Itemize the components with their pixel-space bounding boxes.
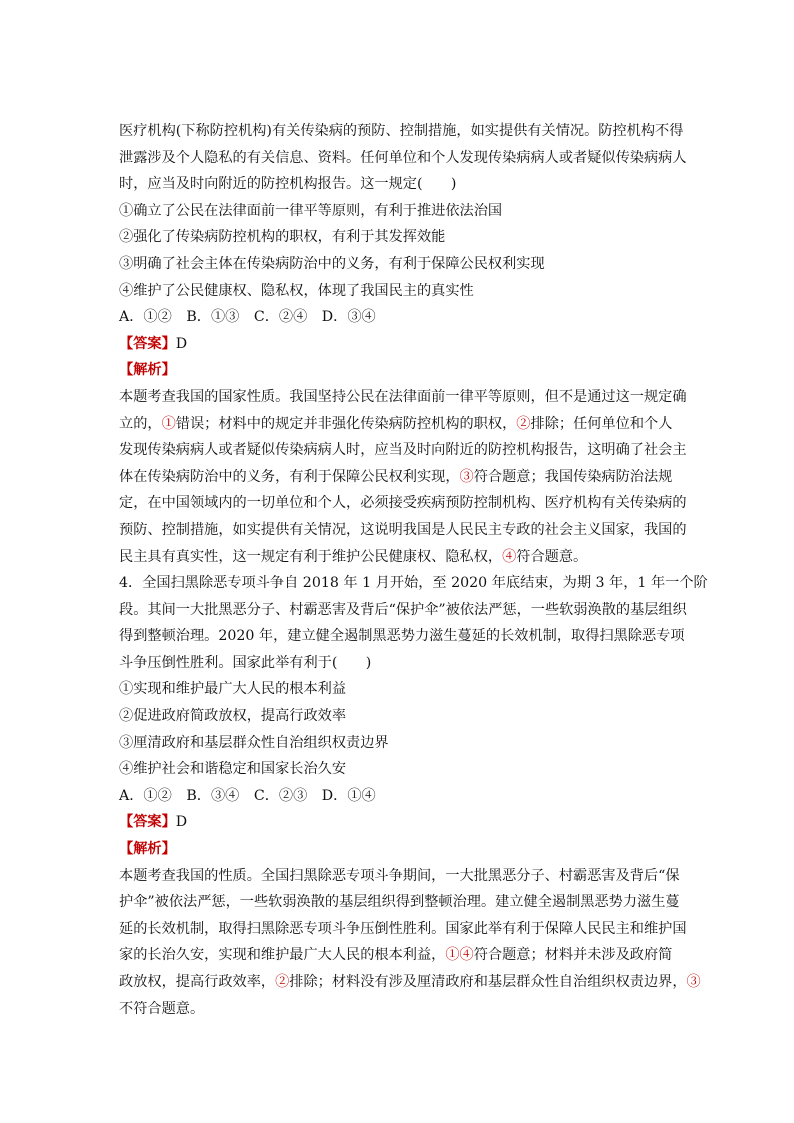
analysis-text: 符合题意；材料并未涉及政府简 <box>473 947 673 964</box>
analysis-line <box>119 490 703 517</box>
analysis-text: 延的长效机制，取得扫黑除恶专项斗争压倒性胜利。国家此举有利于保障人民民主和维护国 <box>119 920 687 937</box>
analysis-line <box>119 889 703 916</box>
q3-statements <box>119 198 703 304</box>
option-ref: ④ <box>502 548 517 565</box>
text-line: 得到整顿治理。2020 年，建立健全遏制黑恶势力滋生蔓延的长效机制，取得扫黑除恶专项 <box>119 628 685 645</box>
statement-item: ①实现和维护最广大人民的根本利益 <box>119 681 347 698</box>
q4-stem <box>119 570 708 676</box>
document-page <box>119 118 708 1022</box>
analysis-text: 政放权，提高行政效率， <box>119 974 276 990</box>
analysis-line <box>119 384 703 411</box>
text-line: 医疗机构(下称防控机构)有关传染病的预防、控制措施，如实提供有关情况。防控机构不得 <box>119 123 684 139</box>
q4-analysis <box>119 863 703 1023</box>
analysis-text: 符合题意；我国传染病防治法规 <box>473 468 673 485</box>
analysis-line <box>119 996 703 1023</box>
analysis-line <box>119 544 703 571</box>
option-d: D．③④ <box>321 309 376 326</box>
q4-options <box>119 783 703 810</box>
text-line: 段。其间一大批黑恶分子、村霸恶害及背后“保护伞”被依法严惩，一些软弱涣散的基层组织 <box>119 601 687 618</box>
analysis-text: 发现传染病病人或者疑似传染病病人时，应当及时向附近的防控机构报告，这明确了社会主 <box>119 442 687 459</box>
analysis-line <box>119 464 703 491</box>
option-ref: ① <box>161 415 176 432</box>
option-c: C．②③ <box>253 787 308 804</box>
analysis-text: 不符合题意。 <box>119 1000 205 1017</box>
option-a: A．①② <box>119 309 172 326</box>
option-ref: ③ <box>459 468 474 485</box>
analysis-text: 错误；材料中的规定并非强化传染病防控机构的职权， <box>175 415 517 432</box>
option-a: A．①② <box>119 787 172 804</box>
statement-item: ②促进政府简政放权，提高行政效率 <box>119 708 347 725</box>
analysis-line <box>119 437 703 464</box>
analysis-text: 预防、控制措施，如实提供有关情况，这说明我国是人民民主专政的社会主义国家，我国的 <box>119 521 687 538</box>
analysis-line <box>119 916 703 943</box>
answer-value: D <box>175 814 188 831</box>
analysis-text: 本题考查我国的国家性质。我国坚持公民在法律面前一律平等原则，但不是通过这一规定确 <box>119 388 687 405</box>
answer-label: 【答案】 <box>119 335 176 352</box>
text-line: 4．全国扫黑除恶专项斗争自 2018 年 1 月开始，至 2020 年底结束，为期 3 年，1 年一个阶 <box>119 575 708 592</box>
analysis-text: 排除；材料没有涉及厘清政府和基层群众性自治组织权责边界， <box>289 974 687 990</box>
statement-item: ④维护社会和谐稳定和国家长治久安 <box>119 761 347 778</box>
statement-item: ①确立了公民在法律面前一律平等原则，有利于推进依法治国 <box>119 202 503 219</box>
q4-statements <box>119 676 703 782</box>
option-ref: ② <box>516 415 531 432</box>
answer-label: 【答案】 <box>119 814 176 831</box>
text-line: 时，应当及时向附近的防控机构报告。这一规定( ) <box>119 176 457 193</box>
analysis-text: 护伞”被依法严惩，一些软弱涣散的基层组织得到整顿治理。建立健全遏制黑恶势力滋生蔓 <box>119 894 680 911</box>
option-ref: ①④ <box>445 947 474 964</box>
analysis-line <box>119 411 703 438</box>
analysis-line <box>119 863 703 890</box>
analysis-text: 民主具有真实性，这一规定有利于维护公民健康权、隐私权， <box>119 548 503 565</box>
analysis-line <box>119 517 703 544</box>
analysis-text: 家的长治久安，实现和维护最广大人民的根本利益， <box>119 947 446 964</box>
option-ref: ② <box>275 974 290 990</box>
option-d: D．①④ <box>321 787 376 804</box>
analysis-label: 【解析】 <box>119 841 176 858</box>
statement-item: ③明确了社会主体在传染病防治中的义务，有利于保障公民权利实现 <box>119 255 545 272</box>
option-b: B．①③ <box>186 309 240 326</box>
statement-item: ②强化了传染病防控机构的职权，有利于其发挥效能 <box>119 229 446 246</box>
q3-stem <box>119 118 703 198</box>
analysis-line <box>119 969 703 996</box>
option-b: B．③④ <box>186 787 240 804</box>
q3-answer <box>119 331 703 358</box>
q3-analysis <box>119 384 703 570</box>
q4-analysis-heading <box>119 836 703 863</box>
q3-analysis-heading <box>119 357 703 384</box>
option-c: C．②④ <box>253 309 308 326</box>
analysis-line <box>119 942 703 969</box>
statement-item: ④维护了公民健康权、隐私权，体现了我国民主的真实性 <box>119 282 474 299</box>
q3-options <box>119 304 703 331</box>
q4-answer <box>119 809 703 836</box>
answer-value: D <box>175 335 188 352</box>
analysis-text: 立的， <box>119 415 162 432</box>
text-line: 泄露涉及个人隐私的有关信息、资料。任何单位和个人发现传染病病人或者疑似传染病病人 <box>119 149 687 166</box>
statement-item: ③厘清政府和基层群众性自治组织权责边界 <box>119 734 389 751</box>
option-ref: ③ <box>686 974 701 990</box>
analysis-text: 本题考查我国的性质。全国扫黑除恶专项斗争期间，一大批黑恶分子、村霸恶害及背后“保 <box>119 867 680 884</box>
analysis-text: 体在传染病防治中的义务，有利于保障公民权利实现， <box>119 468 460 485</box>
analysis-text: 符合题意。 <box>516 548 588 565</box>
analysis-text: 排除；任何单位和个人 <box>530 415 673 432</box>
text-line: 斗争压倒性胜利。国家此举有利于( ) <box>119 654 372 671</box>
analysis-label: 【解析】 <box>119 362 176 379</box>
analysis-text: 定，在中国领域内的一切单位和个人，必须接受疾病预防控制机构、医疗机构有关传染病的 <box>119 495 687 512</box>
